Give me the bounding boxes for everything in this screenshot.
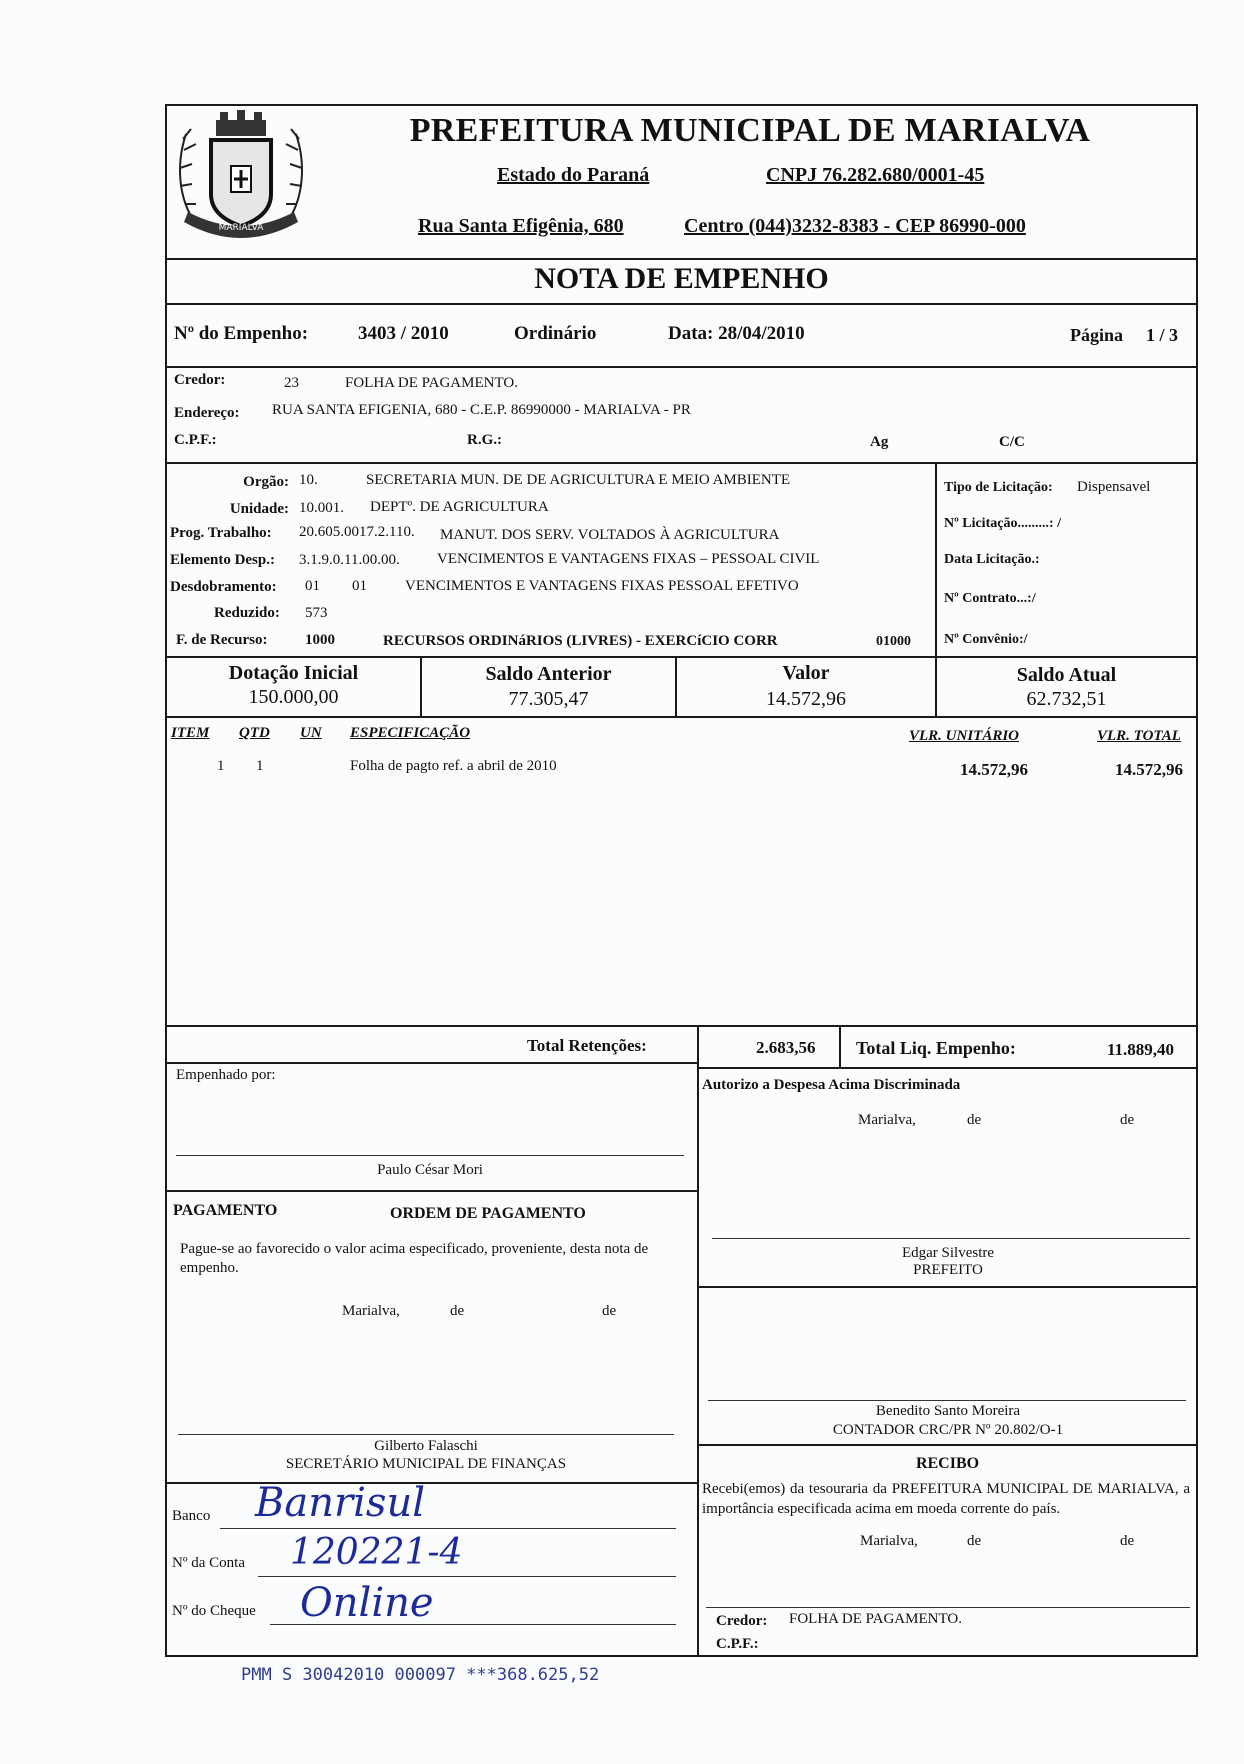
reduzido-code: 573 — [305, 605, 328, 621]
recibo-credor-label: Credor: — [716, 1613, 768, 1629]
pagamento-divider — [165, 1482, 697, 1484]
orgao-code: 10. — [299, 472, 318, 488]
row-vlr-total: 14.572,96 — [1115, 760, 1183, 779]
elemento-label: Elemento Desp.: — [170, 552, 275, 568]
empenho-date: Data: 28/04/2010 — [668, 323, 805, 344]
pagamento-de-2: de — [602, 1303, 617, 1319]
conta-line — [258, 1576, 676, 1577]
address-contact: Centro (044)3232-8383 - CEP 86990-000 — [684, 215, 1026, 237]
credor-code: 23 — [284, 375, 299, 391]
conta-label: Nº da Conta — [172, 1555, 245, 1571]
saldo-atual-label: Saldo Atual — [1016, 664, 1117, 686]
ordem-pagamento: ORDEM DE PAGAMENTO — [390, 1205, 586, 1222]
row-vlr-unitario: 14.572,96 — [960, 760, 1028, 779]
recibo-de-2: de — [1120, 1533, 1135, 1549]
header-especificacao: ESPECIFICAÇÃO — [350, 725, 471, 741]
recibo-text: Recebi(emos) da tesouraria da PREFEITURA MUNICIPAL DE MARIALVA, a importância especificada acima em moeda corrente do país. — [702, 1481, 1190, 1517]
budget-separator — [935, 462, 937, 657]
empenho-label: Nº do Empenho: — [174, 323, 309, 344]
contador-name: Benedito Santo Moreira — [875, 1403, 1021, 1419]
pagamento-place: Marialva, — [342, 1303, 400, 1319]
empenho-divider — [165, 366, 1198, 368]
credor-name: FOLHA DE PAGAMENTO. — [345, 375, 518, 391]
ag-label: Ag — [870, 434, 889, 450]
desdobramento-desc: VENCIMENTOS E VANTAGENS FIXAS PESSOAL EFETIVO — [405, 578, 799, 594]
recibo-cpf-label: C.P.F.: — [716, 1636, 759, 1652]
totals-sep-2 — [839, 1025, 841, 1067]
fonte-label: F. de Recurso: — [176, 632, 268, 648]
unidade-desc: DEPTº. DE AGRICULTURA — [370, 499, 549, 515]
municipal-crest-logo — [166, 104, 316, 254]
prefeito-name: Edgar Silvestre — [901, 1245, 995, 1261]
autorizo-de-1: de — [967, 1112, 982, 1128]
empenho-number: 3403 / 2010 — [358, 323, 449, 344]
credor-address: RUA SANTA EFIGENIA, 680 - C.E.P. 86990000 - MARIALVA - PR — [272, 402, 691, 418]
header-qtd: QTD — [239, 725, 270, 741]
prog-code: 20.605.0017.2.110. — [299, 524, 415, 540]
rg-label: R.G.: — [467, 432, 502, 448]
reduzido-label: Reduzido: — [214, 605, 280, 621]
secretario-name: Gilberto Falaschi — [374, 1438, 478, 1454]
recibo-credor-value: FOLHA DE PAGAMENTO. — [789, 1611, 962, 1627]
header-un: UN — [300, 725, 322, 741]
unidade-code: 10.001. — [299, 500, 344, 516]
banco-label: Banco — [172, 1508, 211, 1524]
credor-label: Credor: — [174, 372, 226, 388]
tipo-licitacao-value: Dispensavel — [1077, 479, 1151, 495]
table-row — [165, 756, 1198, 786]
row-qtd: 1 — [256, 758, 264, 774]
liq-empenho-value: 11.889,40 — [1107, 1040, 1175, 1059]
saldo-atual-value: 62.732,51 — [1026, 688, 1107, 710]
header-vlr-unitario: VLR. UNITÁRIO — [909, 728, 1020, 744]
budget-divider — [165, 656, 1198, 658]
secretario-signature-line — [178, 1434, 674, 1435]
fonte-desc: RECURSOS ORDINáRIOS (LIVRES) - EXERCíCIO CORR — [383, 633, 778, 649]
elemento-code: 3.1.9.0.11.00.00. — [299, 552, 400, 568]
empenhado-signature-line — [176, 1155, 684, 1156]
numero-convenio: Nº Convênio:/ — [944, 632, 1028, 647]
contador-title: CONTADOR CRC/PR Nº 20.802/O-1 — [832, 1422, 1064, 1438]
header-item: ITEM — [171, 725, 210, 741]
street-address: Rua Santa Efigênia, 680 — [418, 215, 624, 237]
header-vlr-total: VLR. TOTAL — [1097, 728, 1181, 744]
lower-separator — [697, 1062, 699, 1657]
state-name: Estado do Paraná — [497, 164, 650, 186]
secretario-title: SECRETÁRIO MUNICIPAL DE FINANÇAS — [285, 1456, 567, 1472]
endereco-label: Endereço: — [174, 405, 240, 421]
unidade-label: Unidade: — [229, 501, 289, 517]
saldo-divider — [165, 716, 1198, 718]
page-label: Página — [1070, 325, 1124, 345]
numero-contrato: Nº Contrato...:/ — [944, 591, 1036, 606]
saldo-anterior-label: Saldo Anterior — [485, 663, 612, 685]
autorizo-divider — [697, 1286, 1198, 1288]
recibo-signature-line — [706, 1607, 1190, 1608]
document-title: NOTA DE EMPENHO — [534, 262, 829, 295]
fonte-number: 01000 — [876, 634, 911, 649]
row-item: 1 — [217, 758, 225, 774]
recibo-place: Marialva, — [860, 1533, 918, 1549]
conta-handwritten: 120221-4 — [290, 1532, 463, 1573]
title-divider — [165, 303, 1198, 305]
totals-sep-1 — [697, 1025, 699, 1067]
prefeito-title: PREFEITO — [913, 1262, 983, 1278]
contador-divider — [697, 1444, 1198, 1446]
autorizo-text: Autorizo a Despesa Acima Discriminada — [702, 1077, 961, 1093]
pagamento-de-1: de — [450, 1303, 465, 1319]
tipo-licitacao-label: Tipo de Licitação: — [944, 480, 1053, 495]
cheque-label: Nº do Cheque — [172, 1603, 256, 1619]
banco-handwritten: Banrisul — [255, 1480, 425, 1526]
cpf-label: C.P.F.: — [174, 432, 217, 448]
valor-value: 14.572,96 — [766, 688, 846, 710]
empenhado-divider — [165, 1190, 697, 1192]
orgao-desc: SECRETARIA MUN. DE DE AGRICULTURA E MEIO AMBIENTE — [366, 472, 791, 488]
saldo-anterior-value: 77.305,47 — [508, 688, 589, 710]
credor-divider — [165, 462, 1198, 464]
contador-signature-line — [708, 1400, 1186, 1401]
dotacao-value: 150.000,00 — [248, 686, 339, 708]
cheque-handwritten: Online — [300, 1580, 434, 1626]
retencoes-value: 2.683,56 — [756, 1038, 816, 1057]
totals-top — [165, 1025, 1198, 1027]
orgao-label: Orgão: — [243, 474, 289, 490]
crest-text: MARIALVA — [218, 223, 264, 233]
dotacao-label: Dotação Inicial — [228, 662, 359, 684]
prog-desc: MANUT. DOS SERV. VOLTADOS À AGRICULTURA — [440, 527, 780, 543]
recibo-de-1: de — [967, 1533, 982, 1549]
autorizo-de-2: de — [1120, 1112, 1135, 1128]
empenho-type: Ordinário — [514, 323, 597, 344]
autorizo-place: Marialva, — [858, 1112, 916, 1128]
pagamento-text: Pague-se ao favorecido o valor acima especificado, proveniente, desta nota de empenho. — [180, 1241, 649, 1276]
prog-label: Prog. Trabalho: — [170, 525, 272, 541]
payment-stamp: PMM S 30042010 000097 ***368.625,52 — [241, 1665, 600, 1685]
liq-empenho-label: Total Liq. Empenho: — [856, 1038, 1016, 1058]
recibo-title: RECIBO — [915, 1455, 980, 1472]
page-title: PREFEITURA MUNICIPAL DE MARIALVA — [409, 112, 1091, 149]
totals-bottom-right — [697, 1067, 1198, 1069]
page-number: 1 / 3 — [1146, 325, 1179, 345]
row-especificacao: Folha de pagto ref. a abril de 2010 — [350, 758, 557, 774]
cc-label: C/C — [999, 434, 1025, 450]
prefeito-signature-line — [712, 1238, 1190, 1239]
desdobramento-label: Desdobramento: — [170, 579, 277, 595]
banco-line — [220, 1528, 676, 1529]
valor-label: Valor — [782, 662, 830, 684]
totals-bottom-left — [165, 1062, 697, 1064]
empenhado-label: Empenhado por: — [176, 1067, 276, 1083]
desdobramento-code-1: 01 — [305, 578, 320, 594]
empenhado-signer: Paulo César Mori — [377, 1162, 483, 1178]
desdobramento-code-2: 01 — [352, 578, 367, 594]
cnpj: CNPJ 76.282.680/0001-45 — [766, 164, 985, 186]
data-licitacao: Data Licitação.: — [944, 552, 1040, 567]
pagamento-label: PAGAMENTO — [173, 1202, 278, 1219]
retencoes-label: Total Retenções: — [527, 1036, 647, 1055]
numero-licitacao: Nº Licitação.........: / — [944, 516, 1061, 531]
header-divider — [165, 258, 1198, 260]
fonte-code: 1000 — [305, 632, 335, 648]
elemento-desc: VENCIMENTOS E VANTAGENS FIXAS – PESSOAL CIVIL — [437, 551, 820, 567]
